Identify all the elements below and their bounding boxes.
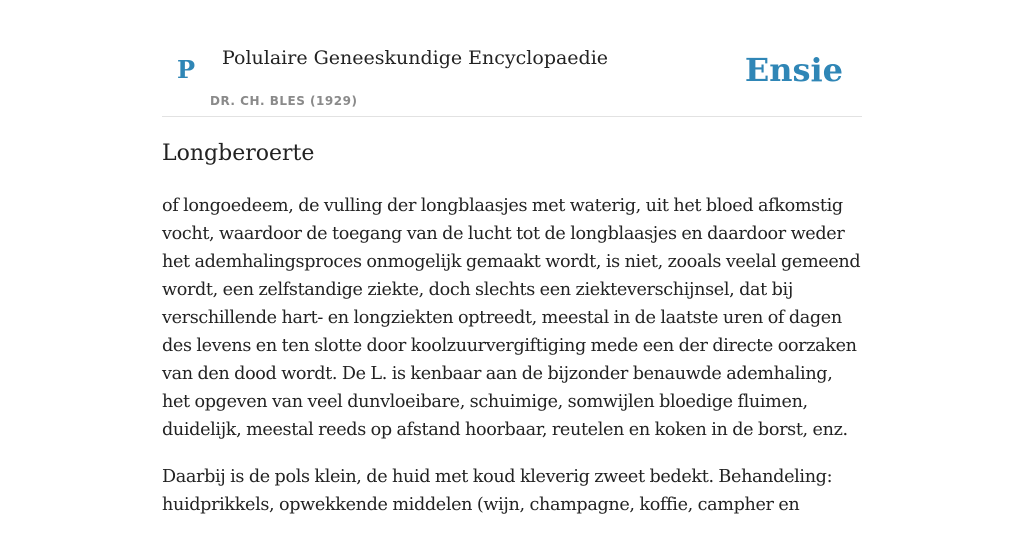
entry-title: Longberoerte [162, 141, 315, 166]
ensie-logo-link[interactable]: Ensie [744, 51, 843, 89]
page [162, 0, 862, 515]
header [162, 0, 862, 117]
book-title[interactable]: Polulaire Geneeskundige Encyclopaedie [222, 47, 609, 69]
book-author: DR. CH. BLES (1929) [210, 94, 358, 108]
book-logo-icon[interactable]: P [177, 55, 196, 84]
entry-body [162, 192, 862, 538]
entry-paragraph: of longoedeem, de vulling der longblaasjes met waterig, uit het bloed afkomstig vocht, waardoor de toegang van de lucht tot de longblaasjes en daardoor weder het ademhalingsproces onmogelijk gemaakt wordt, is niet, zooals veelal gemeend wordt, een zelfstandige ziekte, doch slechts een ziekteverschijnsel, dat bij verschillende hart- en longziekten optreedt, meestal in de laatste uren of dagen des levens en ten slotte door koolzuurvergiftiging mede een der directe oorzaken van den dood wordt. De L. is kenbaar aan de bijzonder benauwde ademhaling, het opgeven van veel dunvloeibare, schuimige, somwijlen bloedige fluimen, duidelijk, meestal reeds op afstand hoorbaar, reutelen en koken in de borst, enz. [162, 196, 861, 440]
entry-paragraph: Daarbij is de pols klein, de huid met koud kleverig zweet bedekt. Behandeling: huidprikkels, opwekkende middelen (wijn, champagne, koffie, campher en [162, 467, 833, 515]
